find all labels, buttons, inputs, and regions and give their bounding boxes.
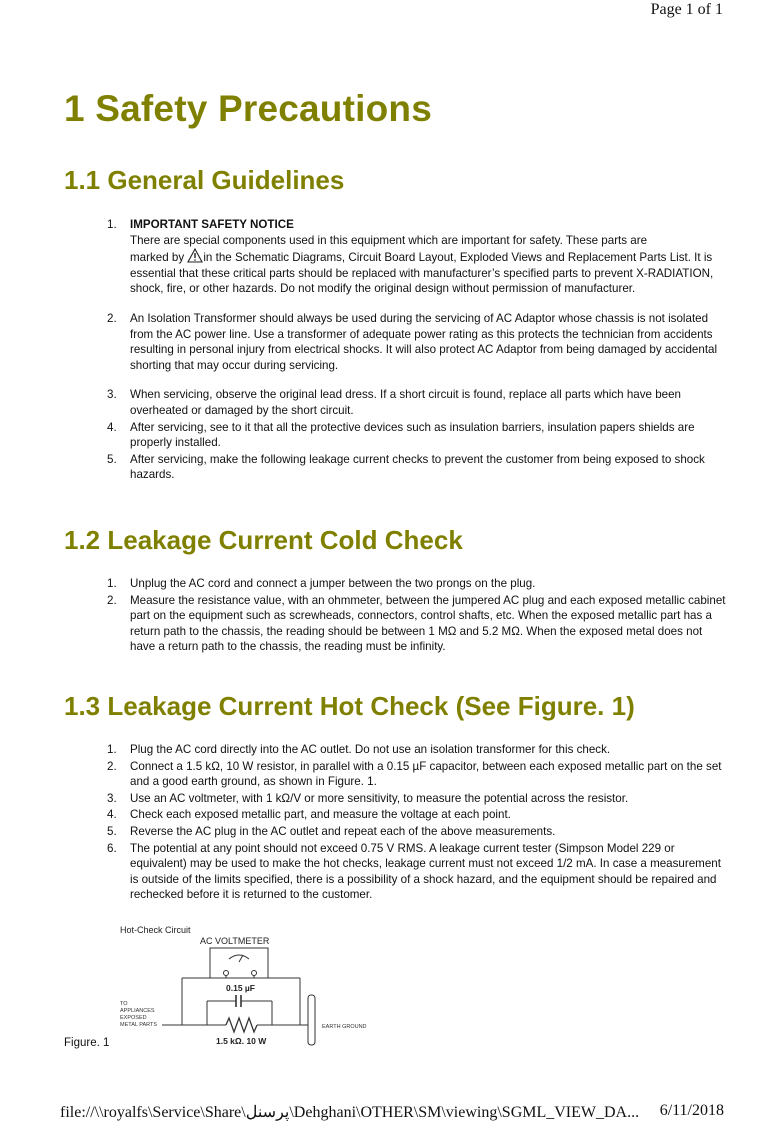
item-number: 2.: [107, 759, 117, 773]
page-title: 1 Safety Precautions: [64, 88, 432, 129]
cold-check-list: [107, 576, 730, 655]
appliance-label-line2: APPLIANCES: [120, 1008, 155, 1014]
item-text: Plug the AC cord directly into the AC outlet. Do not use an isolation transformer for this check.: [130, 743, 611, 756]
list-item: [107, 841, 730, 903]
list-item: [107, 791, 730, 807]
item-text: The potential at any point should not exceed 0.75 V RMS. A leakage current tester (Simpson Model 229 or equivalent) may be used to make the hot checks, leakage current must not exceed 1/2 mA. In case a measurement is outside of the limits specified, there is a possibility of a shock hazard, and the equipment should be repaired and rechecked before it is returned to the customer.: [130, 841, 721, 902]
voltmeter-label: AC VOLTMETER: [200, 936, 270, 946]
list-item: [107, 593, 730, 655]
resistor-label: 1.5 kΩ. 10 W: [216, 1036, 267, 1046]
earth-ground-label: EARTH GROUND: [322, 1024, 367, 1030]
item-number: 6.: [107, 841, 117, 855]
appliance-label-line1: TO: [120, 1001, 128, 1007]
safety-notice-rest: in the Schematic Diagrams, Circuit Board Layout, Exploded Views and Replacement Parts List. It is essential that these critical parts should be replaced with manufacturer’s specified parts to prevent X-RADIATION, shock, fire, or other hazards. Do not modify the original design without permission of manufacturer.: [130, 251, 714, 296]
safety-notice-line: There are special components used in this equipment which are important for safety. These parts are: [130, 233, 648, 247]
list-item: [107, 217, 730, 297]
list-item: [107, 742, 730, 758]
item-number: 1.: [107, 743, 117, 756]
hot-check-circuit-diagram: [112, 920, 392, 1050]
item-text: An Isolation Transformer should always be used during the servicing of AC Adaptor whose chassis is not isolated from the AC power line. Use a transformer of adequate power rating as this protects the technician from accidents resulting in personal injury from electrical shocks. It will also protect AC Adaptor from being damaged by accidental shorting that may occur during servicing.: [130, 311, 718, 372]
general-guidelines-list: [107, 217, 730, 483]
list-item: [107, 387, 730, 418]
footer-date: 6/11/2018: [659, 1102, 724, 1119]
safety-notice-heading: IMPORTANT SAFETY NOTICE: [130, 218, 294, 231]
safety-notice-body: [130, 248, 730, 297]
warning-triangle-icon: [187, 248, 203, 263]
meter-terminal-right: [252, 971, 257, 976]
capacitor-label: 0.15 µF: [226, 983, 255, 993]
list-item: [107, 824, 730, 840]
item-text: When servicing, observe the original lead dress. If a short circuit is found, replace all parts which have been overheated or damaged by the short circuit.: [130, 388, 681, 417]
item-number: 1.: [107, 218, 117, 231]
footer-file-path: file://\\royalfs\Service\Share\پرسنل\Dehghani\OTHER\SM\viewing\SGML_VIEW_DA...: [60, 1104, 640, 1121]
item-text: Connect a 1.5 kΩ, 10 W resistor, in parallel with a 0.15 µF capacitor, between each exposed metallic part on the set and a good earth ground, as shown in Figure. 1.: [130, 759, 722, 789]
section-heading-general: 1.1 General Guidelines: [64, 165, 345, 195]
item-number: 4.: [107, 808, 117, 822]
item-text: After servicing, see to it that all the protective devices such as insulation barriers, insulation papers shields are properly installed.: [130, 420, 695, 450]
page-number: Page 1 of 1: [650, 1, 723, 18]
figure-caption: Figure. 1: [64, 1037, 110, 1049]
list-item: [107, 420, 730, 451]
item-number: 4.: [107, 420, 117, 434]
section-heading-hot-check: 1.3 Leakage Current Hot Check (See Figure. 1): [64, 691, 635, 721]
item-number: 1.: [107, 577, 117, 590]
item-text: Measure the resistance value, with an ohmmeter, between the jumpered AC plug and each exposed metallic cabinet part on the equipment such as screwheads, connectors, control shafts, etc. When the exposed metallic part has a return path to the chassis, the reading should be between 1 MΩ and 5.2 MΩ. When the exposed metal does not have a return path to the chassis, the reading must be infinity.: [130, 593, 726, 654]
appliance-label-line3: EXPOSED: [120, 1015, 147, 1021]
section-heading-cold-check: 1.2 Leakage Current Cold Check: [64, 525, 463, 555]
item-text: Reverse the AC plug in the AC outlet and repeat each of the above measurements.: [130, 824, 556, 838]
item-number: 3.: [107, 791, 117, 805]
voltmeter-box: [210, 948, 268, 978]
figure-title: Hot-Check Circuit: [120, 925, 191, 935]
hot-check-list: [107, 742, 730, 903]
item-number: 2.: [107, 593, 117, 607]
item-text: Use an AC voltmeter, with 1 kΩ/V or more sensitivity, to measure the potential across the resistor.: [130, 791, 629, 805]
resistor-symbol: [226, 1018, 257, 1032]
item-number: 5.: [107, 824, 117, 838]
item-number: 5.: [107, 452, 117, 466]
item-number: 3.: [107, 388, 117, 402]
list-item: [107, 311, 730, 373]
item-text: Check each exposed metallic part, and measure the voltage at each point.: [130, 808, 511, 822]
earth-ground-bar: [308, 995, 315, 1045]
list-item: [107, 452, 730, 483]
item-text: Unplug the AC cord and connect a jumper between the two prongs on the plug.: [130, 577, 536, 590]
meter-dial-icon: [229, 955, 249, 959]
marked-by-text: marked by: [130, 251, 185, 265]
item-text: After servicing, make the following leakage current checks to prevent the customer from being exposed to shock hazards.: [130, 452, 705, 482]
meter-terminal-left: [224, 971, 229, 976]
appliance-label-line4: METAL PARTS: [120, 1022, 158, 1028]
list-item: [107, 807, 730, 823]
list-item: [107, 576, 730, 592]
item-number: 2.: [107, 311, 117, 325]
list-item: [107, 759, 730, 790]
